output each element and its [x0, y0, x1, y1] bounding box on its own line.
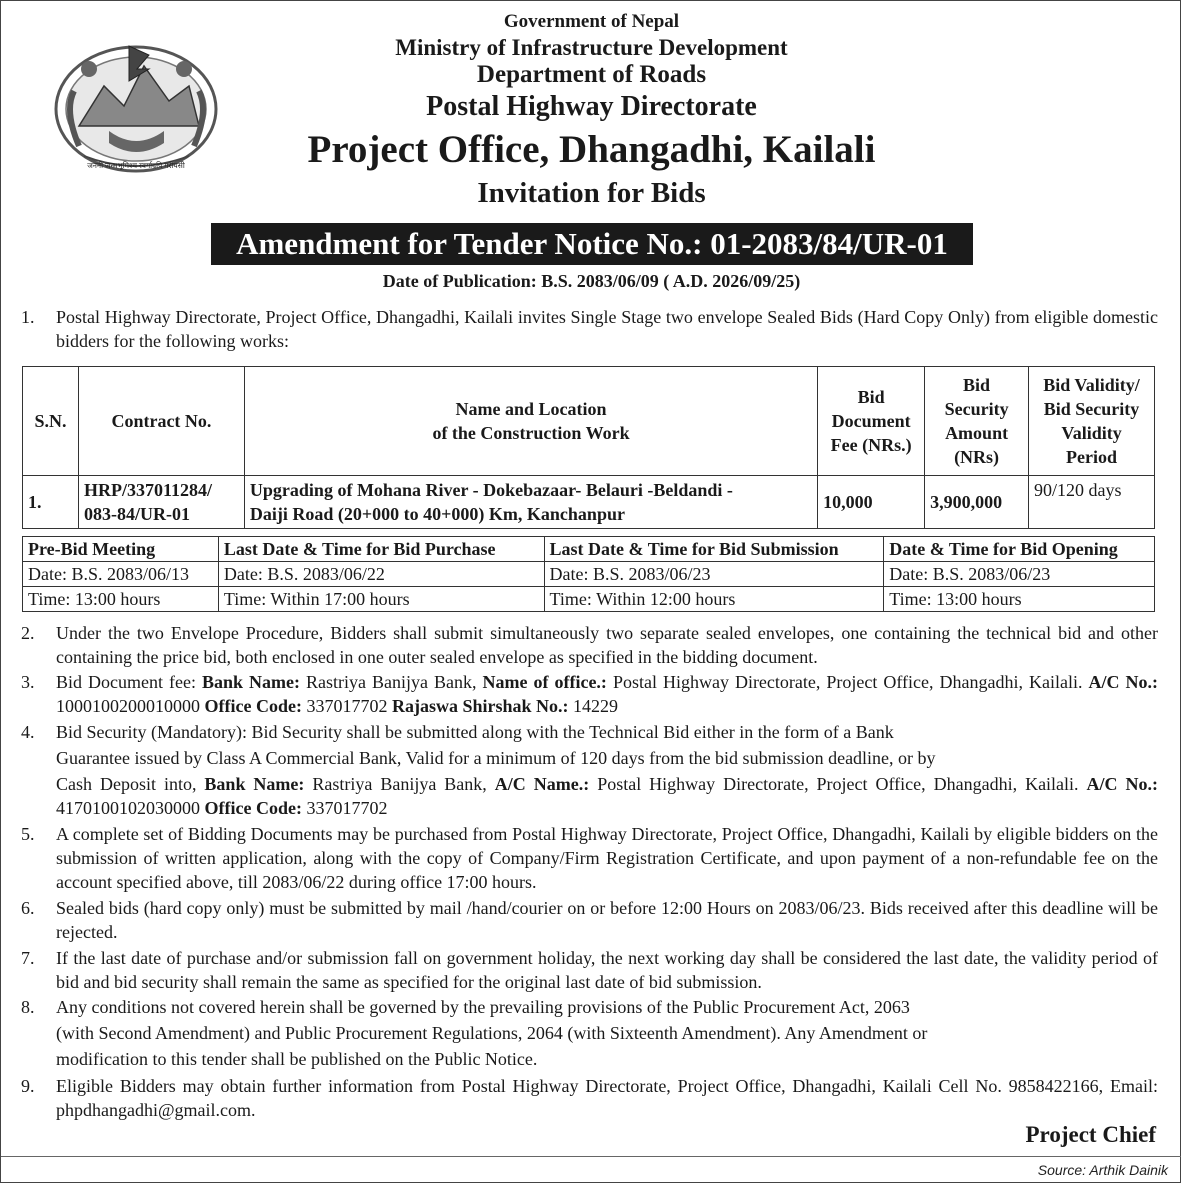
work-name-line: Daiji Road (20+000 to 40+000) Km, Kanchanpur — [249, 504, 625, 524]
text-run: 337017702 — [301, 696, 392, 716]
paragraph-text: Under the two Envelope Procedure, Bidders shall submit simultaneously two separate sealed envelopes, one containing the technical bid and other containing the price bid, both enclosed in one outer sealed envelope as specified in the bidding document. — [56, 623, 1158, 667]
source-credit: Source: Arthik Dainik — [1037, 1162, 1168, 1178]
text-run: 337017702 — [301, 798, 388, 818]
header-val-line: Bid Validity/ — [1043, 375, 1140, 395]
text-run: Rastriya Banijya Bank, — [304, 774, 495, 794]
header-bid-security — [925, 367, 1029, 476]
text-run: 4170100102030000 — [56, 798, 205, 818]
office-code-label: Office Code: — [204, 696, 302, 716]
header-bid-submission: Last Date & Time for Bid Submission — [544, 537, 884, 562]
emblem-caption: जननी जन्मभूमिश्च स्वर्गादपि गरीयसी — [87, 161, 185, 170]
invitation-heading: Invitation for Bids — [477, 177, 706, 209]
paragraph-number: 5. — [21, 824, 35, 844]
paragraph-number: 4. — [21, 722, 35, 742]
text-line: Any conditions not covered herein shall be governed by the prevailing provisions of the Public Procurement Act, 2063 — [56, 997, 910, 1017]
paragraph-text: Postal Highway Directorate, Project Office, Dhangadhi, Kailali invites Single Stage two envelope Sealed Bids (Hard Copy Only) from eligible domestic bidders for the following works: — [56, 307, 1158, 351]
rajaswa-label: Rajaswa Shirshak No.: — [391, 696, 569, 716]
header-val-line: Bid Security — [1043, 399, 1140, 419]
header-fee-line: Fee (NRs.) — [830, 435, 912, 455]
opening-time: Time: 13:00 hours — [884, 587, 1155, 612]
header-bid-opening: Date & Time for Bid Opening — [884, 537, 1155, 562]
paragraph-number: 8. — [21, 997, 35, 1017]
cell-validity: 90/120 days — [1029, 476, 1155, 529]
bank-name-label: Bank Name: — [204, 774, 305, 794]
project-office-heading: Project Office, Dhangadhi, Kailali — [307, 128, 876, 171]
paragraph-number: 1. — [21, 307, 35, 327]
header-name-line: Name and Location — [455, 399, 607, 419]
paragraph-1 — [21, 305, 1158, 353]
paragraph-text: Sealed bids (hard copy only) must be submitted by mail /hand/courier on or before 12:00 Hours on 2083/06/23. Bids received after this deadline will be rejected. — [56, 898, 1158, 942]
header-val-line: Period — [1066, 447, 1118, 467]
paragraph-text: A complete set of Bidding Documents may be purchased from Postal Highway Directorate, Project Office, Dhangadhi, Kailali by eligible bidders on the submission of written application, along with the copy of Company/Firm Registration Certificate, and upon payment of a non-refundable fee on the account specified above, till 2083/06/22 during office 17:00 hours. — [56, 824, 1158, 892]
paragraph-8 — [21, 995, 1158, 1071]
works-table-header — [23, 367, 1155, 476]
text-run: Postal Highway Directorate, Project Office, Dhangadhi, Kailali. — [589, 774, 1087, 794]
paragraph-number: 6. — [21, 898, 35, 918]
text-line — [56, 772, 1158, 820]
header-sn: S.N. — [23, 367, 79, 476]
bank-name-label: Bank Name: — [201, 672, 300, 692]
office-code-label: Office Code: — [204, 798, 302, 818]
cell-work-name — [244, 476, 817, 529]
paragraph-text: If the last date of purchase and/or submission fall on government holiday, the next working day shall be considered the last date, the validity period of bid and bid security shall remain the same as specified for the original last date of bid submission. — [56, 948, 1158, 992]
schedule-table — [22, 536, 1155, 612]
paragraph-text: Eligible Bidders may obtain further information from Postal Highway Directorate, Project Office, Dhangadhi, Kailali Cell No. 9858422166, Email: phpdhangadhi@gmail.com. — [56, 1076, 1158, 1120]
submission-date: Date: B.S. 2083/06/23 — [544, 562, 884, 587]
paragraph-5 — [21, 822, 1158, 894]
schedule-time-row — [23, 587, 1155, 612]
header-val-line: Validity — [1061, 423, 1122, 443]
paragraph-number: 9. — [21, 1076, 35, 1096]
paragraph-2 — [21, 621, 1158, 669]
cell-bid-security: 3,900,000 — [925, 476, 1029, 529]
cell-bid-fee: 10,000 — [818, 476, 925, 529]
text-run: Postal Highway Directorate, Project Office, Dhangadhi, Kailali. — [606, 672, 1089, 692]
publication-date: Date of Publication: B.S. 2083/06/09 ( A.D. 2026/09/25) — [382, 271, 801, 291]
header-bid-fee — [818, 367, 925, 476]
text-run: Bid Document fee: — [56, 672, 202, 692]
amendment-banner: Amendment for Tender Notice No.: 01-2083/84/UR-01 — [211, 223, 973, 265]
table-row — [23, 476, 1155, 529]
signature-project-chief: Project Chief — [1025, 1122, 1156, 1147]
schedule-header-row — [23, 537, 1155, 562]
text-run: Cash Deposit into, — [56, 774, 205, 794]
account-no-label: A/C No.: — [1088, 672, 1158, 692]
submission-time: Time: Within 12:00 hours — [544, 587, 884, 612]
paragraph-4 — [21, 720, 1158, 820]
account-no-label: A/C No.: — [1086, 774, 1158, 794]
text-line: (with Second Amendment) and Public Procurement Regulations, 2064 (with Sixteenth Amendment). Any Amendment or — [56, 1023, 928, 1043]
divider — [1, 1156, 1181, 1157]
header-validity — [1029, 367, 1155, 476]
works-table — [22, 366, 1155, 529]
paragraph-text — [56, 995, 1158, 1071]
text-line: modification to this tender shall be published on the Public Notice. — [56, 1049, 538, 1069]
paragraph-text — [56, 720, 1158, 820]
office-name-label: Name of office.: — [482, 672, 607, 692]
contract-line: HRP/337011284/ — [83, 480, 212, 500]
text-run: 14229 — [568, 696, 618, 716]
cell-contract-no — [78, 476, 244, 529]
header-fee-line: Document — [831, 411, 911, 431]
header-name-line: of the Construction Work — [432, 423, 630, 443]
account-name-label: A/C Name.: — [494, 774, 590, 794]
header-fee-line: Bid — [857, 387, 885, 407]
header-sec-line: (NRs) — [954, 447, 1000, 467]
directorate-heading: Postal Highway Directorate — [426, 91, 757, 122]
text-run: Rastriya Banijya Bank, — [300, 672, 483, 692]
work-name-line: Upgrading of Mohana River - Dokebazaar- Belauri -Beldandi - — [249, 480, 733, 500]
pre-bid-time: Time: 13:00 hours — [23, 587, 219, 612]
header-pre-bid: Pre-Bid Meeting — [23, 537, 219, 562]
header-contract-no: Contract No. — [78, 367, 244, 476]
contract-line: 083-84/UR-01 — [83, 504, 190, 524]
header-name-location — [244, 367, 817, 476]
paragraph-6 — [21, 896, 1158, 944]
pre-bid-date: Date: B.S. 2083/06/13 — [23, 562, 219, 587]
header-sec-line: Amount — [945, 423, 1009, 443]
text-run: 1000100200010000 — [56, 696, 205, 716]
paragraph-number: 2. — [21, 623, 35, 643]
header-sec-line: Security — [944, 399, 1009, 419]
text-line: Guarantee issued by Class A Commercial Bank, Valid for a minimum of 120 days from the bid submission deadline, or by — [56, 748, 936, 768]
paragraph-number: 3. — [21, 672, 35, 692]
department-heading: Department of Roads — [476, 61, 707, 88]
paragraph-3 — [21, 670, 1158, 718]
ministry-heading: Ministry of Infrastructure Development — [395, 35, 788, 60]
cell-sn: 1. — [23, 476, 79, 529]
paragraph-number: 7. — [21, 948, 35, 968]
paragraph-7 — [21, 946, 1158, 994]
header-sec-line: Bid — [963, 375, 991, 395]
opening-date: Date: B.S. 2083/06/23 — [884, 562, 1155, 587]
header-bid-purchase: Last Date & Time for Bid Purchase — [218, 537, 544, 562]
text-line: Bid Security (Mandatory): Bid Security shall be submitted along with the Technical Bid either in the form of a Bank — [56, 722, 894, 742]
purchase-time: Time: Within 17:00 hours — [218, 587, 544, 612]
purchase-date: Date: B.S. 2083/06/22 — [218, 562, 544, 587]
paragraph-text — [56, 670, 1158, 718]
government-heading: Government of Nepal — [503, 11, 680, 32]
paragraph-9 — [21, 1074, 1158, 1122]
schedule-date-row — [23, 562, 1155, 587]
